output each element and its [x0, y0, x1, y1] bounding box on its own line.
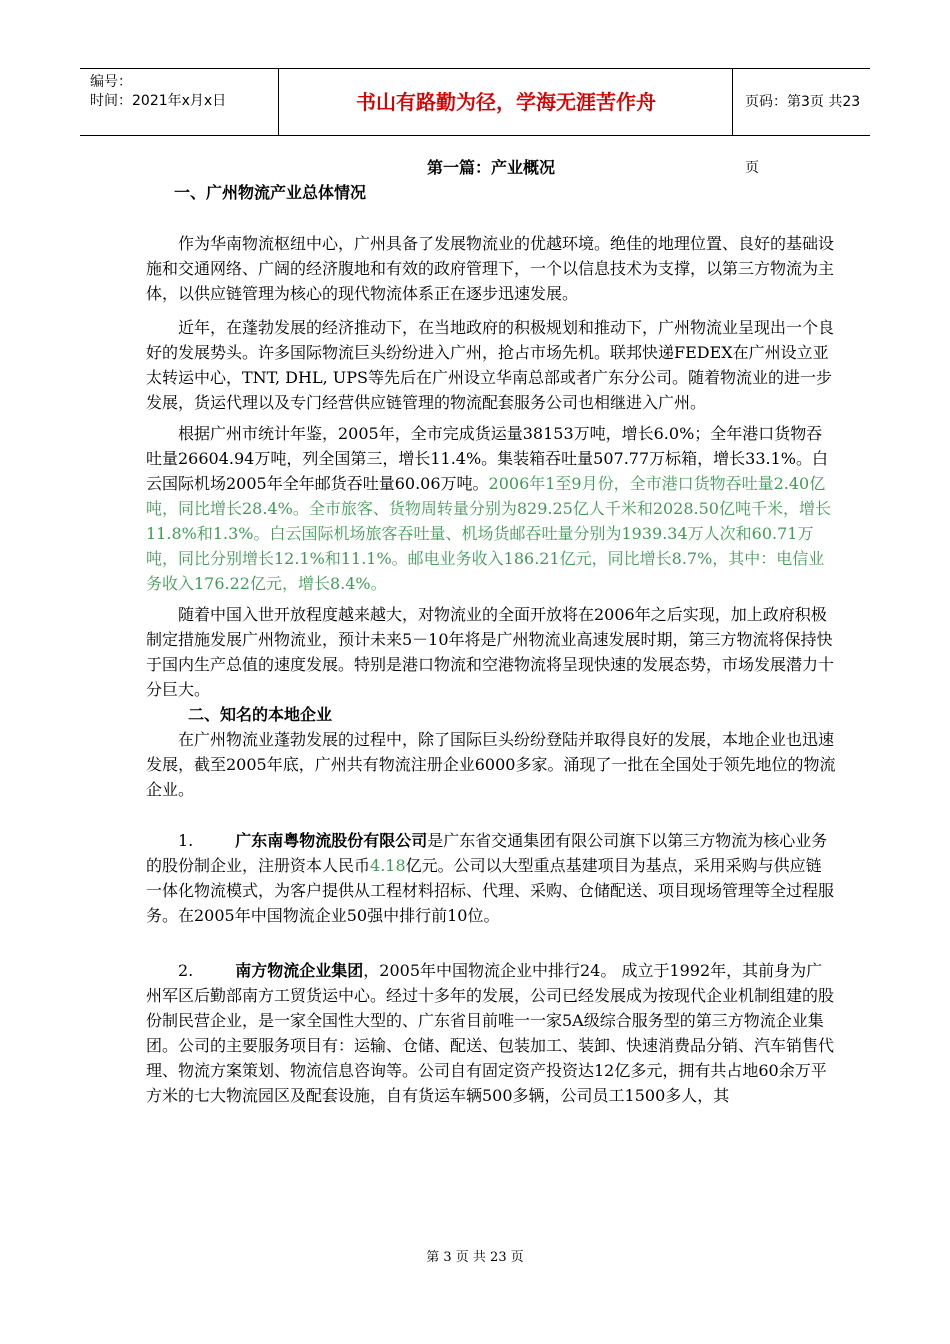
- item-1-text-a: 是广东省交通集团有限公司旗下以第三方物流为核心业务的股份制企业，注册资本人民币: [146, 831, 828, 875]
- item-2-number: 2.: [178, 961, 194, 980]
- paragraph-3-stats: 根据广州市统计年鉴，2005年，全市完成货运量38153万吨，增长6.0%；全年港口货物吞吐量26604.94万吨，列全国第三，增长11.4%。集装箱吞吐量507.77万标箱，增长33.1%。白云国际机场2005年全年邮货吞吐量60.06万吨。: [146, 424, 828, 493]
- item-2-text: ，2005年中国物流企业中排行24。 成立于1992年，其前身为广州军区后勤部南方工贸货运中心。经过十多年的发展，公司已经发展成为按现代企业机制组建的股份制民营企业，是一家全国性大型的、广东省目前唯一一家5A级综合服务型的第三方物流企业集团。公司的主要服务项目有：运输、仓储、配送、包装加工、装卸、快速消费品分销、汽车销售代理、物流方案策划、物流信息咨询等。公司自有固定资产投资达12亿多元，拥有共占地60余万平方米的七大物流园区及配套设施，自有货运车辆500多辆，公司员工1500多人，其: [146, 961, 835, 1105]
- item-1-capital: 4.18: [370, 856, 406, 875]
- item-2-company: 南方物流企业集团: [235, 961, 364, 980]
- company-item-1: [146, 828, 836, 928]
- spacer: [146, 928, 836, 958]
- number-label: 编号：: [90, 74, 132, 90]
- header-motto: 书山有路勤为径，学海无涯苦作舟: [280, 69, 733, 135]
- header-page-info: 页码：第3页 共23页: [745, 94, 861, 176]
- paragraph-5: 在广州物流业蓬勃发展的过程中，除了国际巨头纷纷登陆并取得良好的发展，本地企业也迅速发展，截至2005年底，广州共有物流注册企业6000多家。涌现了一批在全国处于领先地位的物流企业。: [146, 730, 836, 799]
- paragraph-3: [146, 421, 836, 596]
- paragraph-2: 近年，在蓬勃发展的经济推动下，在当地政府的积极规划和推动下，广州物流业呈现出一个良好的发展势头。许多国际物流巨头纷纷进入广州，抢占市场先机。联邦快递FEDEX在广州设立亚太转运中心，TNT, DHL, UPS等先后在广州设立华南总部或者广东分公司。随着物流业的进一步发展，货运代理以及专门经营供应链管理的物流配套服务公司也相继进入广州。: [146, 318, 835, 412]
- item-1-company: 广东南粤物流股份有限公司: [235, 831, 428, 850]
- section-2-title: 二、知名的本地企业: [188, 705, 333, 724]
- paragraph-3-highlight: 2006年1至9月份，全市港口货物吞吐量2.40亿吨，同比增长28.4%。全市旅客、货物周转量分别为829.25亿人千米和2028.50亿吨千米，增长11.8%和1.3%。白云国际机场旅客吞吐量、机场货邮吞吐量分别为1939.34万人次和60.71万吨，同比分别增长12.1%和11.1%。邮电业务收入186.21亿元，同比增长8.7%，其中：电信业务收入176.22亿元，增长8.4%。: [146, 474, 831, 593]
- item-1-number: 1.: [178, 831, 194, 850]
- section-1-title: 一、广州物流产业总体情况: [174, 183, 367, 202]
- chapter-title: 第一篇：产业概况: [426, 158, 555, 177]
- time-label: 时间：2021年x月x日: [90, 93, 227, 109]
- company-item-2: [146, 958, 836, 1108]
- item-1-text-b: 亿元。公司以大型重点基建项目为基点，采用采购与供应链一体化物流模式，为客户提供从工程材料招标、代理、采购、仓储配送、项目现场管理等全过程服务。在2005年中国物流企业50强中排行前10位。: [146, 856, 835, 925]
- document-body: [146, 155, 836, 1108]
- spacer: [146, 205, 836, 231]
- page-footer: 第 3 页 共 23 页: [426, 1250, 524, 1265]
- spacer: [146, 802, 836, 828]
- paragraph-4: 随着中国入世开放程度越来越大，对物流业的全面开放将在2006年之后实现，加上政府积极制定措施发展广州物流业，预计未来5－10年将是广州物流业高速发展时期，第三方物流将保持快于国内生产总值的速度发展。特别是港口物流和空港物流将呈现快速的发展态势，市场发展潜力十分巨大。: [146, 605, 835, 699]
- paragraph-1: 作为华南物流枢纽中心，广州具备了发展物流业的优越环境。绝佳的地理位置、良好的基础设施和交通网络、广阔的经济腹地和有效的政府管理下，一个以信息技术为支撑，以第三方物流为主体，以供应链管理为核心的现代物流体系正在逐步迅速发展。: [146, 234, 835, 303]
- header-meta: [80, 69, 279, 135]
